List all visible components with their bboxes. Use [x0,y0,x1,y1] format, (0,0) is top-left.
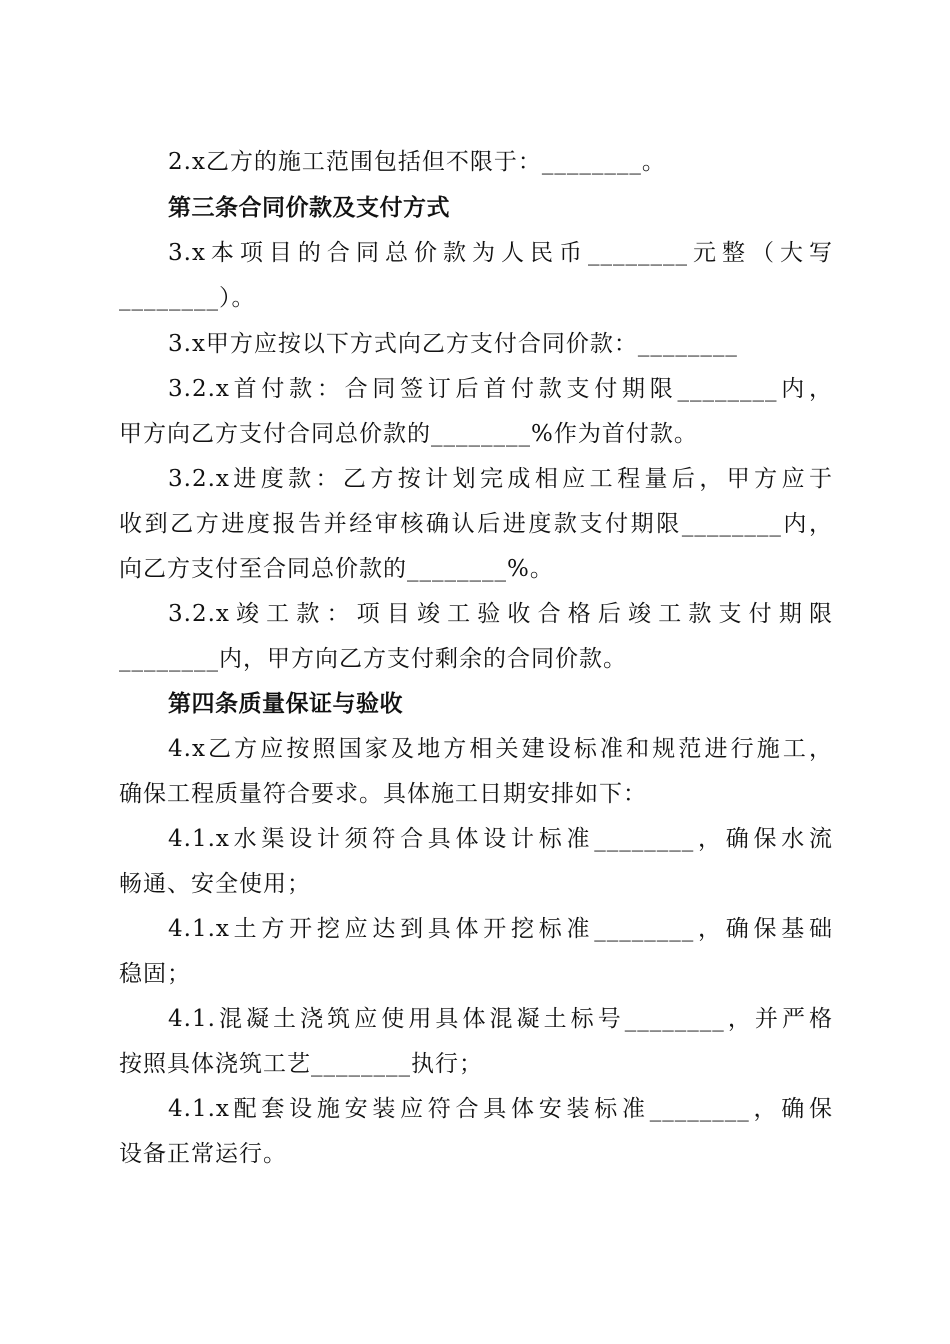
clause-3-2-x-progress-payment: 3.2.x进度款：乙方按计划完成相应工程量后，甲方应于 [168,466,833,492]
clause-3-2-x-down-payment-cont: 甲方向乙方支付合同总价款的________%作为首付款。 [119,421,698,447]
clause-3-x-total-price: 3.x本项目的合同总价款为人民币________元整（大写 [168,240,833,266]
clause-4-1-concrete-pouring: 4.1.混凝土浇筑应使用具体混凝土标号________，并严格 [168,1006,833,1032]
clause-4-1-concrete-pouring-cont: 按照具体浇筑工艺________执行； [119,1051,483,1077]
clause-3-2-x-progress-payment-cont-1: 收到乙方进度报告并经审核确认后进度款支付期限________内， [119,511,833,537]
clause-4-1-x-excavation-cont: 稳固； [119,961,191,987]
clause-4-x-quality: 4.x乙方应按照国家及地方相关建设标准和规范进行施工， [168,736,833,762]
article-4-heading: 第四条质量保证与验收 [168,690,403,717]
clause-4-x-quality-cont: 确保工程质量符合要求。具体施工日期安排如下： [119,781,647,807]
clause-3-2-x-completion-payment-cont: ________内，甲方向乙方支付剩余的合同价款。 [119,646,627,672]
clause-4-1-x-channel-design-cont: 畅通、安全使用； [119,871,311,897]
clause-2-x-construction-scope: 2.x乙方的施工范围包括但不限于：________。 [168,149,666,175]
clause-3-x-total-price-cont: ________）。 [119,285,256,311]
clause-3-2-x-completion-payment: 3.2.x竣工款：项目竣工验收合格后竣工款支付期限 [168,601,833,627]
clause-4-1-x-facility-installation-cont: 设备正常运行。 [119,1141,287,1167]
clause-4-1-x-excavation: 4.1.x土方开挖应达到具体开挖标准________，确保基础 [168,916,833,942]
clause-4-1-x-channel-design: 4.1.x水渠设计须符合具体设计标准________，确保水流 [168,826,833,852]
clause-3-2-x-down-payment: 3.2.x首付款：合同签订后首付款支付期限________内， [168,376,833,402]
clause-3-x-payment-method: 3.x甲方应按以下方式向乙方支付合同价款：________ [168,331,738,357]
article-3-heading: 第三条合同价款及支付方式 [168,194,450,221]
clause-3-2-x-progress-payment-cont-2: 向乙方支付至合同总价款的________%。 [119,556,554,582]
clause-4-1-x-facility-installation: 4.1.x配套设施安装应符合具体安装标准________，确保 [168,1096,833,1122]
